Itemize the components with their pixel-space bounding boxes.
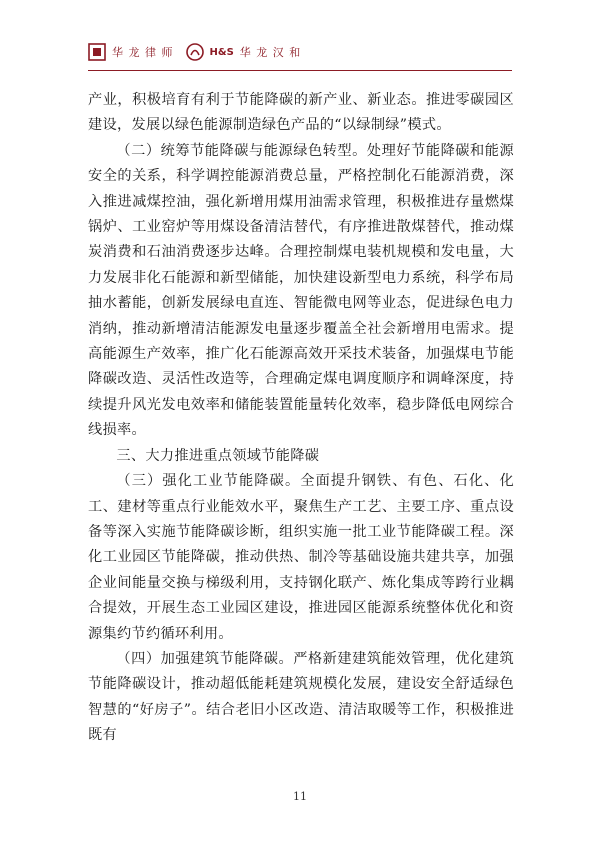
logo-1-text: 华 龙 律 师 (112, 46, 174, 59)
hualong-logo-icon (88, 43, 106, 61)
page-number: 11 (293, 790, 307, 803)
logo-2-text: 华 龙 汉 和 (239, 46, 302, 59)
paragraph-section-2: （二）统筹节能降碳与能源绿色转型。处理好节能降碳和能源安全的关系，科学调控能源消费总量，严格控制化石能源消费，深入推进减煤控油，强化新增用煤用油需求管理，积极推进存量燃煤锅炉、工业窑炉等用煤设备清洁替代，有序推进散煤替代，推动煤炭消费和石油消费逐步达峰。合理控制煤电装机规模和发电量，大力发展非化石能源和新型储能，加快建设新型电力系统，科学布局抽水蓄能，创新发展绿电直连、智能微电网等业态，促进绿色电力消纳，推动新增清洁能源发电量逐步覆盖全社会新增用电需求。提高能源生产效率，推广化石能源高效开采技术装备，加强煤电节能降碳改造、灵活性改造等，合理确定煤电调度顺序和调峰深度，持续提升风光发电效率和储能装置能量转化效率，稳步降低电网综合线损率。 (88, 142, 514, 439)
paragraph-section-3: （三）强化工业节能降碳。全面提升钢铁、有色、石化、化工、建材等重点行业能效水平，聚焦生产工艺、主要工序、重点设备等深入实施节能降碳诊断，组织实施一批工业节能降碳工程。深化工业园区节能降碳，推动供热、制冷等基础设施共建共享，加强企业间能量交换与梯级利用，支持钢化联产、炼化集成等跨行业耦合提效，开展生态工业园区建设，推进园区能源系统整体优化和资源集约节约循环利用。 (88, 473, 514, 642)
header-divider (88, 70, 512, 71)
section-heading-3: 三、大力推进重点领域节能降碳 (116, 447, 320, 464)
page-header (88, 38, 301, 66)
document-body (88, 88, 514, 749)
paragraph-continuation: 产业，积极培育有利于节能降碳的新产业、新业态。推进零碳园区建设，发展以绿色能源制造绿色产品的“以绿制绿”模式。 (88, 92, 514, 134)
logo-2-brand: H&S (209, 46, 234, 58)
paragraph-section-4: （四）加强建筑节能降碳。严格新建建筑能效管理，优化建筑节能降碳设计，推动超低能耗建筑规模化发展，建设安全舒适绿色智慧的“好房子”。结合老旧小区改造、清洁取暖等工作，积极推进既有 (88, 650, 514, 744)
hs-logo-icon (186, 43, 204, 61)
